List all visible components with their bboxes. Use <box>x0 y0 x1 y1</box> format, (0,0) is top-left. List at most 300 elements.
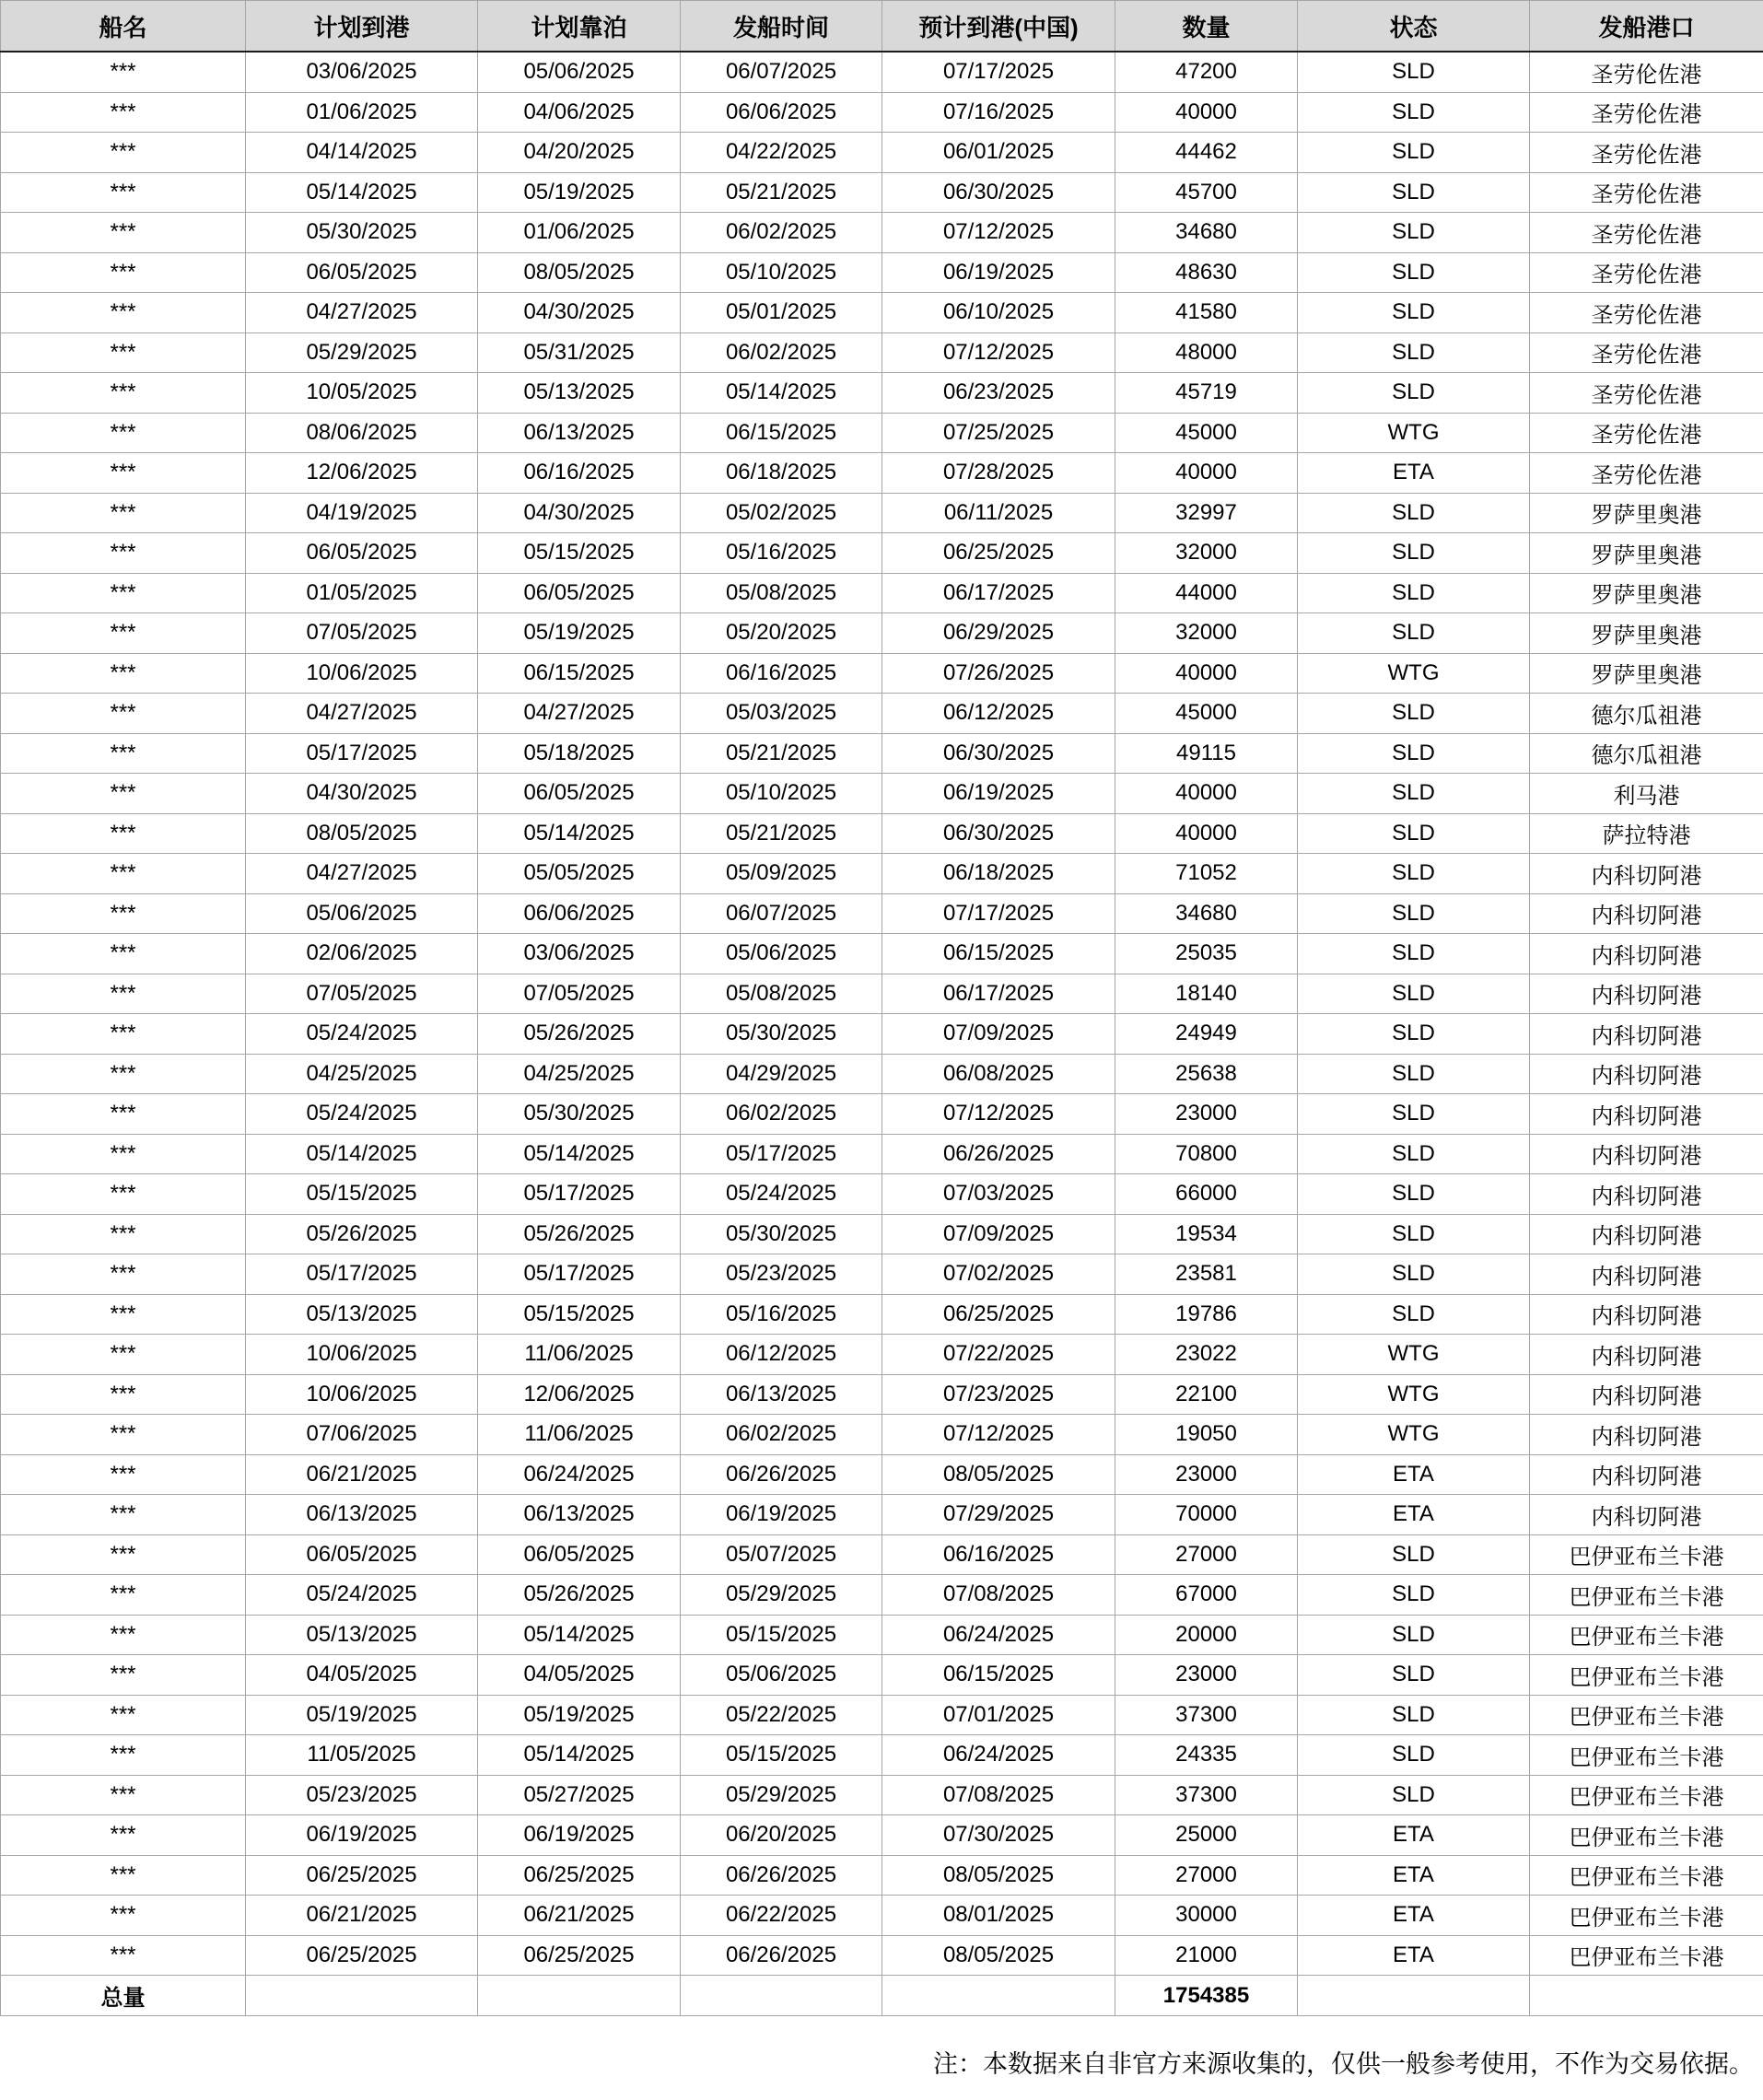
table-row <box>1 1495 1763 1535</box>
departure-port-cell: 内科切阿港 <box>1530 1214 1763 1254</box>
ship-name-cell: *** <box>1 813 246 854</box>
ship-name-cell: *** <box>1 653 246 694</box>
planned-berth-cell: 01/06/2025 <box>478 213 681 253</box>
table-row <box>1 1815 1763 1856</box>
eta-china-cell: 07/17/2025 <box>882 893 1115 934</box>
quantity-cell: 40000 <box>1115 813 1298 854</box>
quantity-cell: 22100 <box>1115 1374 1298 1415</box>
planned-berth-cell: 05/15/2025 <box>478 1294 681 1335</box>
departure-port-cell: 圣劳伦佐港 <box>1530 133 1763 173</box>
status-cell: SLD <box>1298 1735 1530 1776</box>
departure-port-cell: 罗萨里奥港 <box>1530 493 1763 533</box>
eta-china-cell: 07/12/2025 <box>882 332 1115 373</box>
planned-arrival-cell: 06/25/2025 <box>246 1855 478 1896</box>
table-row <box>1 172 1763 213</box>
status-cell: SLD <box>1298 1214 1530 1254</box>
eta-china-cell: 06/30/2025 <box>882 813 1115 854</box>
ship-name-cell: *** <box>1 1815 246 1856</box>
eta-china-cell: 06/19/2025 <box>882 252 1115 293</box>
quantity-cell: 47200 <box>1115 52 1298 92</box>
departure-date-cell: 06/13/2025 <box>681 1374 882 1415</box>
ship-name-cell: *** <box>1 613 246 654</box>
departure-port-cell: 内科切阿港 <box>1530 1134 1763 1174</box>
planned-arrival-cell: 06/25/2025 <box>246 1935 478 1976</box>
departure-date-cell: 05/10/2025 <box>681 774 882 814</box>
ship-name-cell: *** <box>1 1374 246 1415</box>
planned-arrival-cell: 04/05/2025 <box>246 1655 478 1696</box>
departure-port-cell: 内科切阿港 <box>1530 1174 1763 1215</box>
ship-name-cell: *** <box>1 1615 246 1655</box>
quantity-cell: 32000 <box>1115 613 1298 654</box>
departure-port-cell: 巴伊亚布兰卡港 <box>1530 1615 1763 1655</box>
departure-date-cell: 05/15/2025 <box>681 1735 882 1776</box>
planned-berth-cell: 05/06/2025 <box>478 52 681 92</box>
eta-china-cell: 07/16/2025 <box>882 92 1115 133</box>
planned-arrival-cell: 10/06/2025 <box>246 1335 478 1375</box>
status-cell: SLD <box>1298 813 1530 854</box>
planned-arrival-cell: 08/05/2025 <box>246 813 478 854</box>
planned-arrival-cell: 05/14/2025 <box>246 172 478 213</box>
eta-china-cell: 07/29/2025 <box>882 1495 1115 1535</box>
quantity-cell: 45700 <box>1115 172 1298 213</box>
table-row <box>1 413 1763 453</box>
status-cell: SLD <box>1298 92 1530 133</box>
departure-date-cell: 05/20/2025 <box>681 613 882 654</box>
planned-berth-cell: 03/06/2025 <box>478 934 681 974</box>
planned-berth-cell: 04/20/2025 <box>478 133 681 173</box>
departure-date-cell: 05/21/2025 <box>681 813 882 854</box>
planned-arrival-cell: 11/05/2025 <box>246 1735 478 1776</box>
status-cell: SLD <box>1298 974 1530 1014</box>
planned-berth-cell: 06/05/2025 <box>478 1534 681 1575</box>
planned-arrival-cell: 01/05/2025 <box>246 573 478 613</box>
planned-berth-cell: 06/16/2025 <box>478 453 681 494</box>
departure-port-cell: 巴伊亚布兰卡港 <box>1530 1855 1763 1896</box>
status-cell: SLD <box>1298 373 1530 414</box>
ship-name-cell: *** <box>1 1254 246 1295</box>
planned-arrival-cell: 07/05/2025 <box>246 613 478 654</box>
eta-china-cell: 06/24/2025 <box>882 1735 1115 1776</box>
planned-arrival-cell: 05/19/2025 <box>246 1695 478 1735</box>
status-cell: SLD <box>1298 774 1530 814</box>
total-empty-cell <box>882 1976 1115 2016</box>
planned-arrival-cell: 12/06/2025 <box>246 453 478 494</box>
planned-berth-cell: 06/24/2025 <box>478 1454 681 1495</box>
eta-china-cell: 07/08/2025 <box>882 1575 1115 1616</box>
table-row <box>1 1094 1763 1135</box>
eta-china-cell: 08/05/2025 <box>882 1855 1115 1896</box>
quantity-cell: 45000 <box>1115 413 1298 453</box>
ship-name-cell: *** <box>1 293 246 333</box>
eta-china-cell: 06/19/2025 <box>882 774 1115 814</box>
status-cell: WTG <box>1298 653 1530 694</box>
table-row <box>1 613 1763 654</box>
planned-berth-cell: 05/13/2025 <box>478 373 681 414</box>
eta-china-cell: 07/09/2025 <box>882 1214 1115 1254</box>
status-cell: SLD <box>1298 1174 1530 1215</box>
ship-name-cell: *** <box>1 252 246 293</box>
eta-china-cell: 08/05/2025 <box>882 1454 1115 1495</box>
status-cell: SLD <box>1298 1615 1530 1655</box>
ship-name-cell: *** <box>1 1495 246 1535</box>
eta-china-cell: 07/12/2025 <box>882 213 1115 253</box>
quantity-cell: 40000 <box>1115 653 1298 694</box>
quantity-cell: 40000 <box>1115 453 1298 494</box>
eta-china-cell: 06/29/2025 <box>882 613 1115 654</box>
planned-arrival-cell: 01/06/2025 <box>246 92 478 133</box>
table-row <box>1 52 1763 92</box>
quantity-cell: 19050 <box>1115 1415 1298 1455</box>
planned-berth-cell: 04/25/2025 <box>478 1054 681 1094</box>
planned-berth-cell: 11/06/2025 <box>478 1415 681 1455</box>
departure-port-cell: 巴伊亚布兰卡港 <box>1530 1935 1763 1976</box>
ship-name-cell: *** <box>1 1214 246 1254</box>
status-cell: SLD <box>1298 1695 1530 1735</box>
ship-name-cell: *** <box>1 774 246 814</box>
planned-arrival-cell: 05/30/2025 <box>246 213 478 253</box>
quantity-cell: 40000 <box>1115 774 1298 814</box>
departure-port-cell: 巴伊亚布兰卡港 <box>1530 1896 1763 1936</box>
planned-arrival-cell: 06/05/2025 <box>246 533 478 574</box>
status-cell: SLD <box>1298 1134 1530 1174</box>
table-row <box>1 733 1763 774</box>
total-empty-cell <box>681 1976 882 2016</box>
quantity-cell: 25638 <box>1115 1054 1298 1094</box>
quantity-cell: 23000 <box>1115 1655 1298 1696</box>
departure-date-cell: 04/22/2025 <box>681 133 882 173</box>
table-footer <box>1 1976 1763 2016</box>
total-quantity: 1754385 <box>1115 1976 1298 2016</box>
departure-date-cell: 05/14/2025 <box>681 373 882 414</box>
eta-china-cell: 06/12/2025 <box>882 694 1115 734</box>
quantity-cell: 27000 <box>1115 1855 1298 1896</box>
ship-name-cell: *** <box>1 1294 246 1335</box>
status-cell: SLD <box>1298 213 1530 253</box>
departure-port-cell: 圣劳伦佐港 <box>1530 172 1763 213</box>
ship-name-cell: *** <box>1 974 246 1014</box>
table-row <box>1 1335 1763 1375</box>
departure-port-cell: 内科切阿港 <box>1530 1374 1763 1415</box>
ship-name-cell: *** <box>1 1014 246 1055</box>
quantity-cell: 18140 <box>1115 974 1298 1014</box>
planned-berth-cell: 05/14/2025 <box>478 813 681 854</box>
footnote: 注：本数据来自非官方来源收集的，仅供一般参考使用，不作为交易依据。 <box>933 2050 1754 2078</box>
table-row <box>1 974 1763 1014</box>
departure-port-cell: 巴伊亚布兰卡港 <box>1530 1735 1763 1776</box>
planned-arrival-cell: 05/24/2025 <box>246 1014 478 1055</box>
eta-china-cell: 06/25/2025 <box>882 533 1115 574</box>
eta-china-cell: 07/09/2025 <box>882 1014 1115 1055</box>
planned-arrival-cell: 05/17/2025 <box>246 1254 478 1295</box>
quantity-cell: 66000 <box>1115 1174 1298 1215</box>
planned-berth-cell: 04/30/2025 <box>478 493 681 533</box>
table-row <box>1 1054 1763 1094</box>
status-cell: SLD <box>1298 694 1530 734</box>
ship-name-cell: *** <box>1 893 246 934</box>
status-cell: SLD <box>1298 493 1530 533</box>
planned-berth-cell: 04/30/2025 <box>478 293 681 333</box>
quantity-cell: 20000 <box>1115 1615 1298 1655</box>
departure-port-cell: 圣劳伦佐港 <box>1530 413 1763 453</box>
planned-arrival-cell: 05/23/2025 <box>246 1775 478 1815</box>
planned-berth-cell: 05/19/2025 <box>478 1695 681 1735</box>
ship-name-cell: *** <box>1 1575 246 1616</box>
status-cell: SLD <box>1298 733 1530 774</box>
quantity-cell: 23022 <box>1115 1335 1298 1375</box>
planned-berth-cell: 05/05/2025 <box>478 854 681 894</box>
ship-name-cell: *** <box>1 573 246 613</box>
departure-port-cell: 利马港 <box>1530 774 1763 814</box>
eta-china-cell: 06/08/2025 <box>882 1054 1115 1094</box>
planned-arrival-cell: 10/05/2025 <box>246 373 478 414</box>
eta-china-cell: 07/12/2025 <box>882 1415 1115 1455</box>
eta-china-cell: 07/30/2025 <box>882 1815 1115 1856</box>
eta-china-cell: 07/26/2025 <box>882 653 1115 694</box>
table-row <box>1 1695 1763 1735</box>
quantity-cell: 70000 <box>1115 1495 1298 1535</box>
planned-berth-cell: 07/05/2025 <box>478 974 681 1014</box>
table-row <box>1 1896 1763 1936</box>
departure-date-cell: 05/02/2025 <box>681 493 882 533</box>
departure-port-cell: 内科切阿港 <box>1530 854 1763 894</box>
eta-china-cell: 06/24/2025 <box>882 1615 1115 1655</box>
departure-port-cell: 圣劳伦佐港 <box>1530 373 1763 414</box>
table-row <box>1 934 1763 974</box>
ship-name-cell: *** <box>1 332 246 373</box>
planned-arrival-cell: 05/14/2025 <box>246 1134 478 1174</box>
departure-port-cell: 罗萨里奥港 <box>1530 533 1763 574</box>
planned-arrival-cell: 05/13/2025 <box>246 1615 478 1655</box>
status-cell: SLD <box>1298 1534 1530 1575</box>
quantity-cell: 32997 <box>1115 493 1298 533</box>
planned-arrival-cell: 07/06/2025 <box>246 1415 478 1455</box>
quantity-cell: 27000 <box>1115 1534 1298 1575</box>
table-row <box>1 1575 1763 1616</box>
quantity-cell: 34680 <box>1115 893 1298 934</box>
ship-name-cell: *** <box>1 1855 246 1896</box>
planned-arrival-cell: 06/05/2025 <box>246 1534 478 1575</box>
eta-china-cell: 06/15/2025 <box>882 934 1115 974</box>
planned-berth-cell: 06/13/2025 <box>478 1495 681 1535</box>
table-row <box>1 293 1763 333</box>
status-cell: ETA <box>1298 1815 1530 1856</box>
departure-port-cell: 巴伊亚布兰卡港 <box>1530 1534 1763 1575</box>
departure-date-cell: 05/29/2025 <box>681 1775 882 1815</box>
status-cell: SLD <box>1298 1014 1530 1055</box>
status-cell: SLD <box>1298 332 1530 373</box>
departure-date-cell: 05/22/2025 <box>681 1695 882 1735</box>
departure-port-cell: 内科切阿港 <box>1530 934 1763 974</box>
planned-arrival-cell: 06/21/2025 <box>246 1896 478 1936</box>
quantity-cell: 48630 <box>1115 252 1298 293</box>
planned-berth-cell: 06/25/2025 <box>478 1935 681 1976</box>
planned-arrival-cell: 05/29/2025 <box>246 332 478 373</box>
table-row <box>1 1454 1763 1495</box>
eta-china-cell: 06/16/2025 <box>882 1534 1115 1575</box>
status-cell: SLD <box>1298 934 1530 974</box>
eta-china-cell: 06/30/2025 <box>882 172 1115 213</box>
eta-china-cell: 07/17/2025 <box>882 52 1115 92</box>
ship-name-cell: *** <box>1 1054 246 1094</box>
planned-arrival-cell: 05/17/2025 <box>246 733 478 774</box>
table-row <box>1 1374 1763 1415</box>
planned-berth-cell: 05/26/2025 <box>478 1575 681 1616</box>
table-row <box>1 533 1763 574</box>
header-status: 状态 <box>1298 1 1530 52</box>
eta-china-cell: 06/23/2025 <box>882 373 1115 414</box>
table-row <box>1 493 1763 533</box>
departure-port-cell: 罗萨里奥港 <box>1530 573 1763 613</box>
quantity-cell: 45719 <box>1115 373 1298 414</box>
ship-name-cell: *** <box>1 172 246 213</box>
table-row <box>1 1855 1763 1896</box>
departure-port-cell: 巴伊亚布兰卡港 <box>1530 1575 1763 1616</box>
departure-port-cell: 内科切阿港 <box>1530 893 1763 934</box>
header-ship-name: 船名 <box>1 1 246 52</box>
status-cell: ETA <box>1298 1896 1530 1936</box>
planned-arrival-cell: 05/26/2025 <box>246 1214 478 1254</box>
eta-china-cell: 06/17/2025 <box>882 573 1115 613</box>
ship-name-cell: *** <box>1 1454 246 1495</box>
departure-date-cell: 06/26/2025 <box>681 1935 882 1976</box>
planned-berth-cell: 05/26/2025 <box>478 1014 681 1055</box>
status-cell: SLD <box>1298 293 1530 333</box>
departure-date-cell: 06/20/2025 <box>681 1815 882 1856</box>
header-planned-arrival: 计划到港 <box>246 1 478 52</box>
departure-date-cell: 05/21/2025 <box>681 733 882 774</box>
status-cell: ETA <box>1298 1855 1530 1896</box>
planned-arrival-cell: 04/19/2025 <box>246 493 478 533</box>
planned-arrival-cell: 06/05/2025 <box>246 252 478 293</box>
planned-berth-cell: 05/14/2025 <box>478 1735 681 1776</box>
eta-china-cell: 08/01/2025 <box>882 1896 1115 1936</box>
departure-date-cell: 05/03/2025 <box>681 694 882 734</box>
ship-name-cell: *** <box>1 1735 246 1776</box>
departure-port-cell: 罗萨里奥港 <box>1530 613 1763 654</box>
status-cell: SLD <box>1298 1094 1530 1135</box>
planned-arrival-cell: 04/25/2025 <box>246 1054 478 1094</box>
planned-berth-cell: 06/19/2025 <box>478 1815 681 1856</box>
departure-date-cell: 06/18/2025 <box>681 453 882 494</box>
departure-date-cell: 06/02/2025 <box>681 1094 882 1135</box>
table-row <box>1 92 1763 133</box>
quantity-cell: 48000 <box>1115 332 1298 373</box>
departure-port-cell: 巴伊亚布兰卡港 <box>1530 1695 1763 1735</box>
departure-date-cell: 05/10/2025 <box>681 252 882 293</box>
table-row <box>1 1935 1763 1976</box>
departure-date-cell: 06/19/2025 <box>681 1495 882 1535</box>
status-cell: SLD <box>1298 52 1530 92</box>
ship-name-cell: *** <box>1 1415 246 1455</box>
eta-china-cell: 07/22/2025 <box>882 1335 1115 1375</box>
departure-date-cell: 05/16/2025 <box>681 1294 882 1335</box>
status-cell: WTG <box>1298 1374 1530 1415</box>
departure-date-cell: 05/15/2025 <box>681 1615 882 1655</box>
header-eta-china: 预计到港(中国) <box>882 1 1115 52</box>
total-empty-cell <box>478 1976 681 2016</box>
departure-date-cell: 06/07/2025 <box>681 52 882 92</box>
status-cell: ETA <box>1298 1935 1530 1976</box>
planned-berth-cell: 06/05/2025 <box>478 573 681 613</box>
departure-date-cell: 05/24/2025 <box>681 1174 882 1215</box>
departure-port-cell: 圣劳伦佐港 <box>1530 52 1763 92</box>
departure-date-cell: 05/23/2025 <box>681 1254 882 1295</box>
ship-name-cell: *** <box>1 1094 246 1135</box>
table-row <box>1 813 1763 854</box>
planned-arrival-cell: 05/06/2025 <box>246 893 478 934</box>
departure-date-cell: 05/30/2025 <box>681 1214 882 1254</box>
ship-name-cell: *** <box>1 1695 246 1735</box>
departure-date-cell: 04/29/2025 <box>681 1054 882 1094</box>
quantity-cell: 25000 <box>1115 1815 1298 1856</box>
departure-date-cell: 06/12/2025 <box>681 1335 882 1375</box>
planned-arrival-cell: 05/15/2025 <box>246 1174 478 1215</box>
departure-date-cell: 05/16/2025 <box>681 533 882 574</box>
planned-berth-cell: 05/26/2025 <box>478 1214 681 1254</box>
planned-berth-cell: 05/17/2025 <box>478 1174 681 1215</box>
eta-china-cell: 06/17/2025 <box>882 974 1115 1014</box>
table-row <box>1 1615 1763 1655</box>
departure-date-cell: 05/06/2025 <box>681 934 882 974</box>
departure-port-cell: 德尔瓜祖港 <box>1530 733 1763 774</box>
departure-port-cell: 巴伊亚布兰卡港 <box>1530 1775 1763 1815</box>
table-header <box>1 1 1763 52</box>
status-cell: SLD <box>1298 252 1530 293</box>
quantity-cell: 40000 <box>1115 92 1298 133</box>
eta-china-cell: 08/05/2025 <box>882 1935 1115 1976</box>
table-row <box>1 854 1763 894</box>
table-row <box>1 1134 1763 1174</box>
ship-name-cell: *** <box>1 453 246 494</box>
planned-arrival-cell: 07/05/2025 <box>246 974 478 1014</box>
header-quantity: 数量 <box>1115 1 1298 52</box>
status-cell: SLD <box>1298 1254 1530 1295</box>
departure-date-cell: 06/26/2025 <box>681 1855 882 1896</box>
departure-port-cell: 巴伊亚布兰卡港 <box>1530 1815 1763 1856</box>
status-cell: SLD <box>1298 1575 1530 1616</box>
table-body <box>1 52 1763 1976</box>
table-row <box>1 1174 1763 1215</box>
quantity-cell: 49115 <box>1115 733 1298 774</box>
departure-date-cell: 06/07/2025 <box>681 893 882 934</box>
status-cell: SLD <box>1298 1054 1530 1094</box>
eta-china-cell: 06/11/2025 <box>882 493 1115 533</box>
table-row <box>1 252 1763 293</box>
planned-arrival-cell: 03/06/2025 <box>246 52 478 92</box>
table-row <box>1 1254 1763 1295</box>
departure-port-cell: 圣劳伦佐港 <box>1530 453 1763 494</box>
departure-port-cell: 内科切阿港 <box>1530 1294 1763 1335</box>
status-cell: SLD <box>1298 133 1530 173</box>
total-empty-cell <box>246 1976 478 2016</box>
status-cell: SLD <box>1298 893 1530 934</box>
quantity-cell: 24949 <box>1115 1014 1298 1055</box>
quantity-cell: 37300 <box>1115 1695 1298 1735</box>
status-cell: SLD <box>1298 1775 1530 1815</box>
eta-china-cell: 06/15/2025 <box>882 1655 1115 1696</box>
table-row <box>1 1415 1763 1455</box>
departure-date-cell: 05/07/2025 <box>681 1534 882 1575</box>
status-cell: SLD <box>1298 573 1530 613</box>
quantity-cell: 70800 <box>1115 1134 1298 1174</box>
departure-date-cell: 06/02/2025 <box>681 213 882 253</box>
planned-berth-cell: 05/31/2025 <box>478 332 681 373</box>
planned-arrival-cell: 05/13/2025 <box>246 1294 478 1335</box>
planned-berth-cell: 11/06/2025 <box>478 1335 681 1375</box>
eta-china-cell: 07/12/2025 <box>882 1094 1115 1135</box>
ship-name-cell: *** <box>1 213 246 253</box>
ship-name-cell: *** <box>1 694 246 734</box>
